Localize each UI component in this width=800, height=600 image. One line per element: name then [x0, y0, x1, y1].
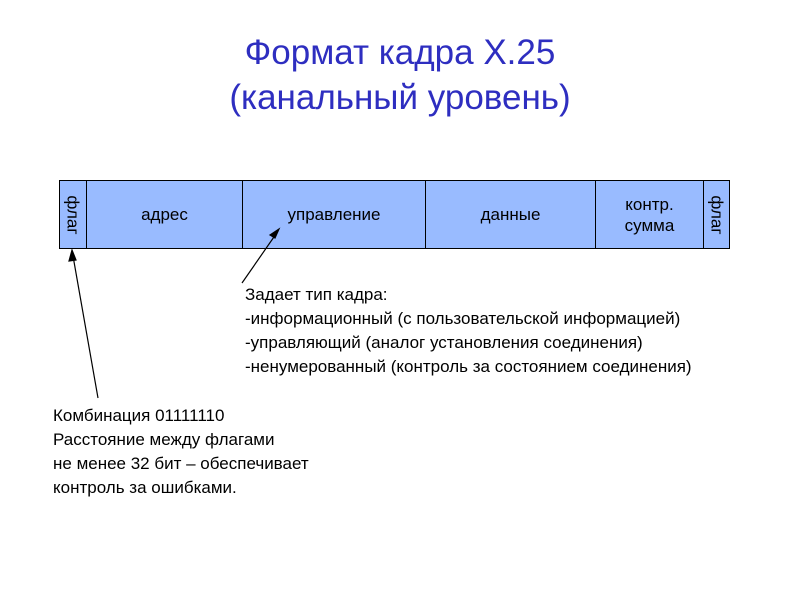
flag-note-line: Расстояние между флагами — [53, 430, 275, 449]
control-note-line: Задает тип кадра: — [245, 285, 388, 304]
title-line-2: (канальный уровень) — [229, 78, 571, 117]
field-address-label: адрес — [141, 205, 188, 224]
title-line-1: Формат кадра X.25 — [244, 33, 556, 72]
arrowhead-flag — [69, 250, 76, 261]
flag-note-line: не менее 32 бит – обеспечивает — [53, 454, 309, 473]
flag-field-note — [53, 404, 309, 500]
field-checksum-label: контр. сумма — [624, 194, 675, 235]
arrowhead-control — [270, 229, 279, 238]
flag-note-line: контроль за ошибками. — [53, 478, 237, 497]
arrow-to-control-field — [242, 234, 276, 283]
field-flag-start-label: флаг — [63, 194, 83, 235]
control-note-line: -информационный (с пользовательской информацией) — [245, 309, 681, 328]
field-flag-end-label: флаг — [707, 194, 726, 235]
arrow-to-flag-field — [73, 256, 98, 398]
control-note-line: -управляющий (аналог установления соединения) — [245, 333, 643, 352]
field-data-label: данные — [480, 205, 541, 224]
control-note-line: -ненумерованный (контроль за состоянием соединения) — [245, 357, 692, 376]
field-control-label: управление — [287, 205, 381, 224]
flag-note-line: Комбинация 01111110 — [53, 406, 225, 425]
control-field-note — [245, 283, 692, 379]
